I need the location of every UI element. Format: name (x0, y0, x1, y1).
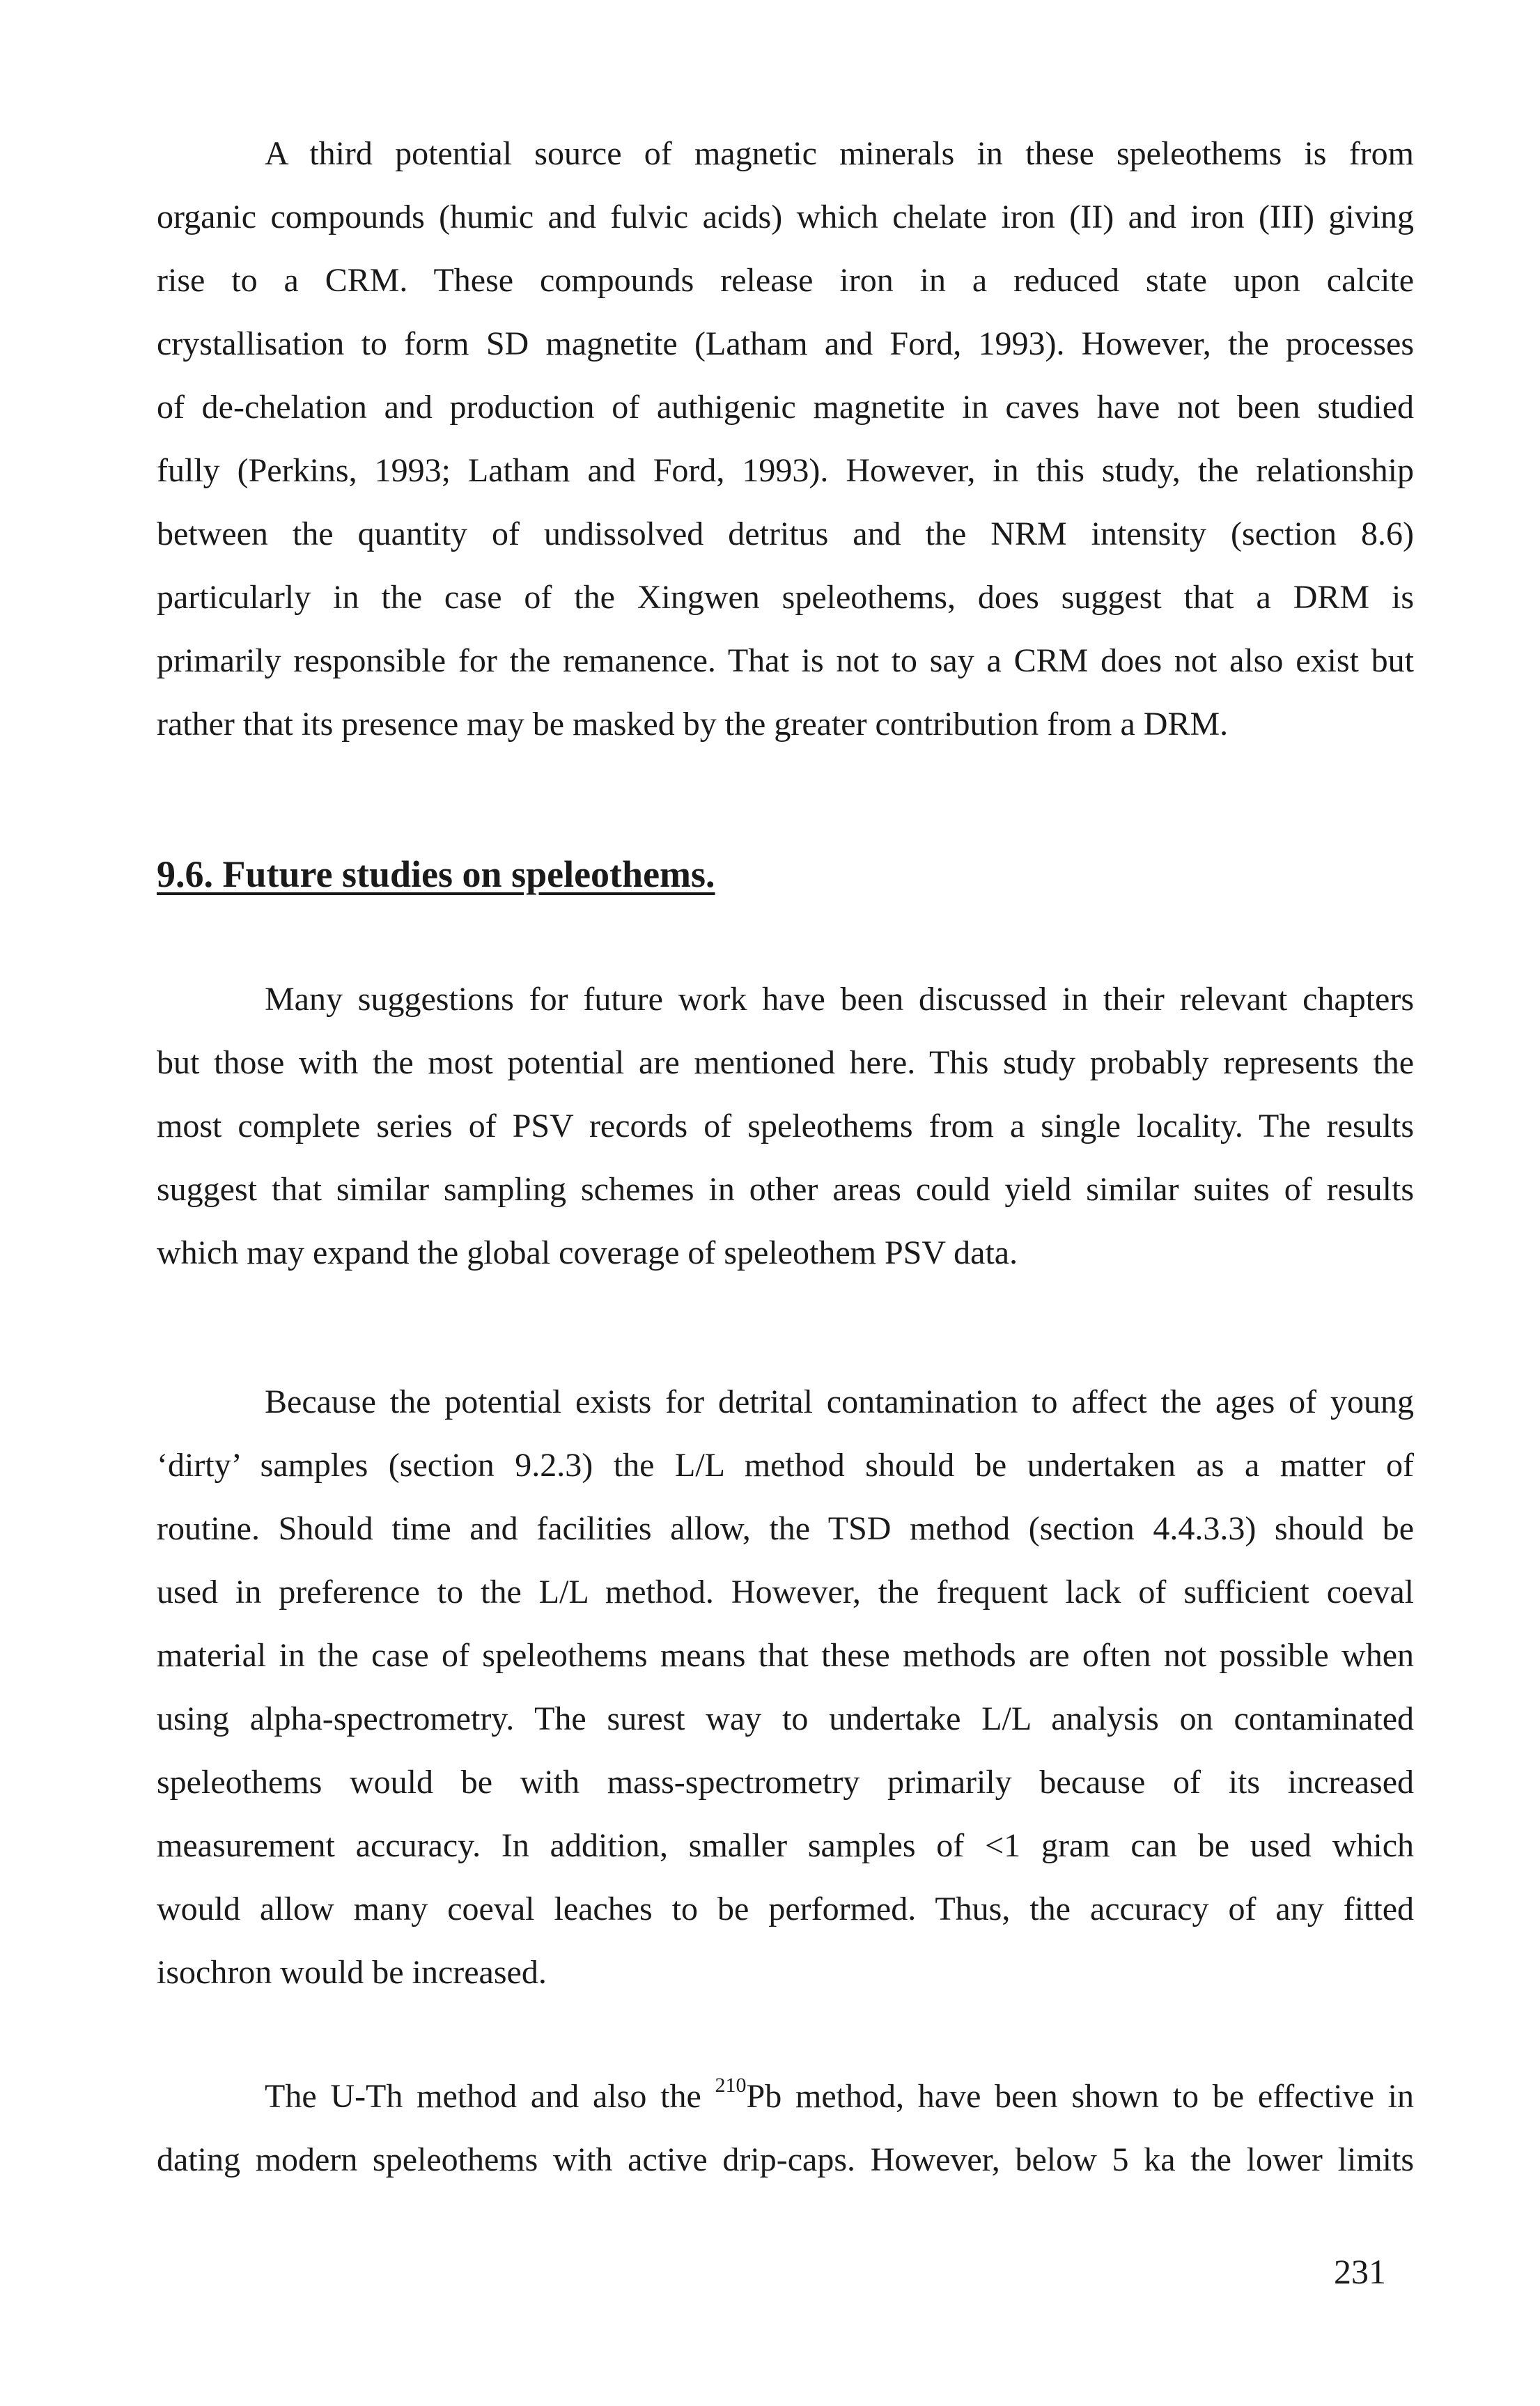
paragraph-line: fully (Perkins, 1993; Latham and Ford, 1993). However, in this study, the relationship (157, 452, 1414, 489)
paragraph-line: dating modern speleothems with active drip-caps. However, below 5 ka the lower limits (157, 2141, 1414, 2178)
paragraph-line: rise to a CRM. These compounds release iron in a reduced state upon calcite (157, 262, 1414, 299)
paragraph-dating-methods (157, 2065, 1414, 2191)
paragraph-line: would allow many coeval leaches to be performed. Thus, the accuracy of any fitted (157, 1891, 1414, 1927)
superscript-isotope: 210 (715, 2074, 747, 2097)
paragraph-line: but those with the most potential are mentioned here. This study probably represents the (157, 1044, 1414, 1081)
paragraph-line: routine. Should time and facilities allow, the TSD method (section 4.4.3.3) should be (157, 1510, 1414, 1547)
text-segment: The U-Th method and also the (265, 2078, 715, 2115)
paragraph-line: between the quantity of undissolved detritus and the NRM intensity (section 8.6) (157, 515, 1414, 552)
paragraph-line: of de-chelation and production of authigenic magnetite in caves have not been studied (157, 389, 1414, 426)
paragraph-line: speleothems would be with mass-spectrometry primarily because of its increased (157, 1764, 1414, 1801)
paragraph-line: organic compounds (humic and fulvic acids) which chelate iron (II) and iron (III) giving (157, 199, 1414, 235)
paragraph-line (157, 2065, 1414, 2128)
paragraph-line: using alpha-spectrometry. The surest way to undertake L/L analysis on contaminated (157, 1700, 1414, 1737)
paragraph-line: Because the potential exists for detrital contamination to affect the ages of young (265, 1383, 1414, 1420)
paragraph-line: A third potential source of magnetic minerals in these speleothems is from (265, 135, 1414, 172)
paragraph-line: particularly in the case of the Xingwen speleothems, does suggest that a DRM is (157, 579, 1414, 616)
paragraph-magnetic-minerals (157, 122, 1414, 756)
page-number: 231 (1334, 2252, 1386, 2291)
paragraph-line: primarily responsible for the remanence. That is not to say a CRM does not also exist but (157, 642, 1414, 679)
text-segment: Pb method, have been shown to be effective in (746, 2078, 1414, 2115)
paragraph-line: suggest that similar sampling schemes in other areas could yield similar suites of results (157, 1171, 1414, 1208)
paragraph-line: crystallisation to form SD magnetite (Latham and Ford, 1993). However, the processes (157, 325, 1414, 362)
paragraph-line: used in preference to the L/L method. However, the frequent lack of sufficient coeval (157, 1574, 1414, 1611)
paragraph-line: material in the case of speleothems means that these methods are often not possible when (157, 1637, 1414, 1674)
paragraph-future-work (157, 968, 1414, 1285)
paragraph-line: most complete series of PSV records of speleothems from a single locality. The results (157, 1108, 1414, 1144)
paragraph-line: which may expand the global coverage of speleothem PSV data. (157, 1234, 1018, 1271)
section-heading: 9.6. Future studies on speleothems. (157, 853, 715, 895)
paragraph-line: measurement accuracy. In addition, smaller samples of <1 gram can be used which (157, 1827, 1414, 1864)
paragraph-line: rather that its presence may be masked by the greater contribution from a DRM. (157, 706, 1229, 743)
paragraph-line: isochron would be increased. (157, 1954, 547, 1991)
paragraph-detrital-contamination (157, 1370, 1414, 2004)
paragraph-line: ‘dirty’ samples (section 9.2.3) the L/L method should be undertaken as a matter of (157, 1447, 1414, 1484)
paragraph-line: Many suggestions for future work have been discussed in their relevant chapters (265, 981, 1414, 1018)
